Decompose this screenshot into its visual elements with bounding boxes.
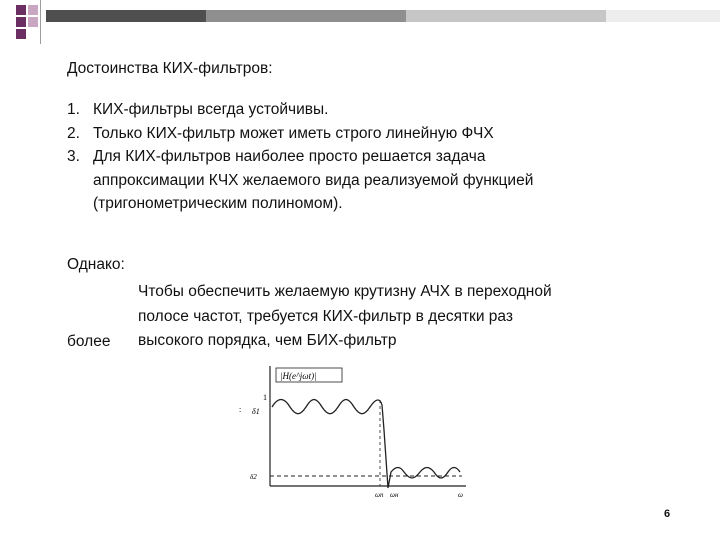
decor-bar [46,10,206,22]
list-item [67,122,533,146]
decor-square [28,17,38,27]
more-label: более [67,333,111,350]
x-label-stopband: ωн [390,491,399,499]
y-tick-delta1: δ1 [252,407,260,416]
x-label-passband: ωп [375,491,384,499]
note-line: высокого порядка, чем БИХ-фильтр [138,332,397,349]
decor-bar [406,10,606,22]
frequency-response-figure [226,360,476,510]
y-axis-label: |H(e^jωt)| [280,371,317,381]
drawback-note [138,280,658,354]
however-label: Однако: [67,256,125,273]
decor-bar [206,10,406,22]
list-number: 3. [67,148,80,165]
x-label-end: ω [458,491,463,499]
decorative-header-band [0,0,720,44]
note-line: полосе частот, требуется КИХ-фильтр в десятки раз [138,307,513,325]
advantages-list [67,98,533,216]
decor-square [16,17,26,27]
y-tick-one: 1 [263,393,267,402]
note-line: Чтобы обеспечить желаемую крутизну АЧХ в переходной [138,283,552,300]
decor-divider [40,0,41,44]
list-number: 2. [67,124,80,142]
decor-square [16,29,26,39]
list-item [67,98,533,122]
page-number: 6 [664,508,671,520]
magnitude-response-curve [272,400,460,489]
list-item-text: Для КИХ-фильтров наиболее просто решается задача [93,148,486,165]
list-item [67,145,533,216]
decor-square [16,5,26,15]
decor-square [28,5,38,15]
y-tick-delta2: δ2 [250,473,257,481]
list-item-text: аппроксимации КЧХ желаемого вида реализуемой функцией [93,171,534,189]
y-tick-colon: : [239,405,242,414]
list-item-text: (тригонометрическим полиномом). [93,195,343,212]
slide-heading: Достоинства КИХ-фильтров: [67,60,273,77]
list-item-text: Только КИХ-фильтр может иметь строго линейную ФЧХ [93,124,494,142]
list-number: 1. [67,101,80,118]
decor-bar [606,10,720,22]
list-item-text: КИХ-фильтры всегда устойчивы. [93,101,329,118]
